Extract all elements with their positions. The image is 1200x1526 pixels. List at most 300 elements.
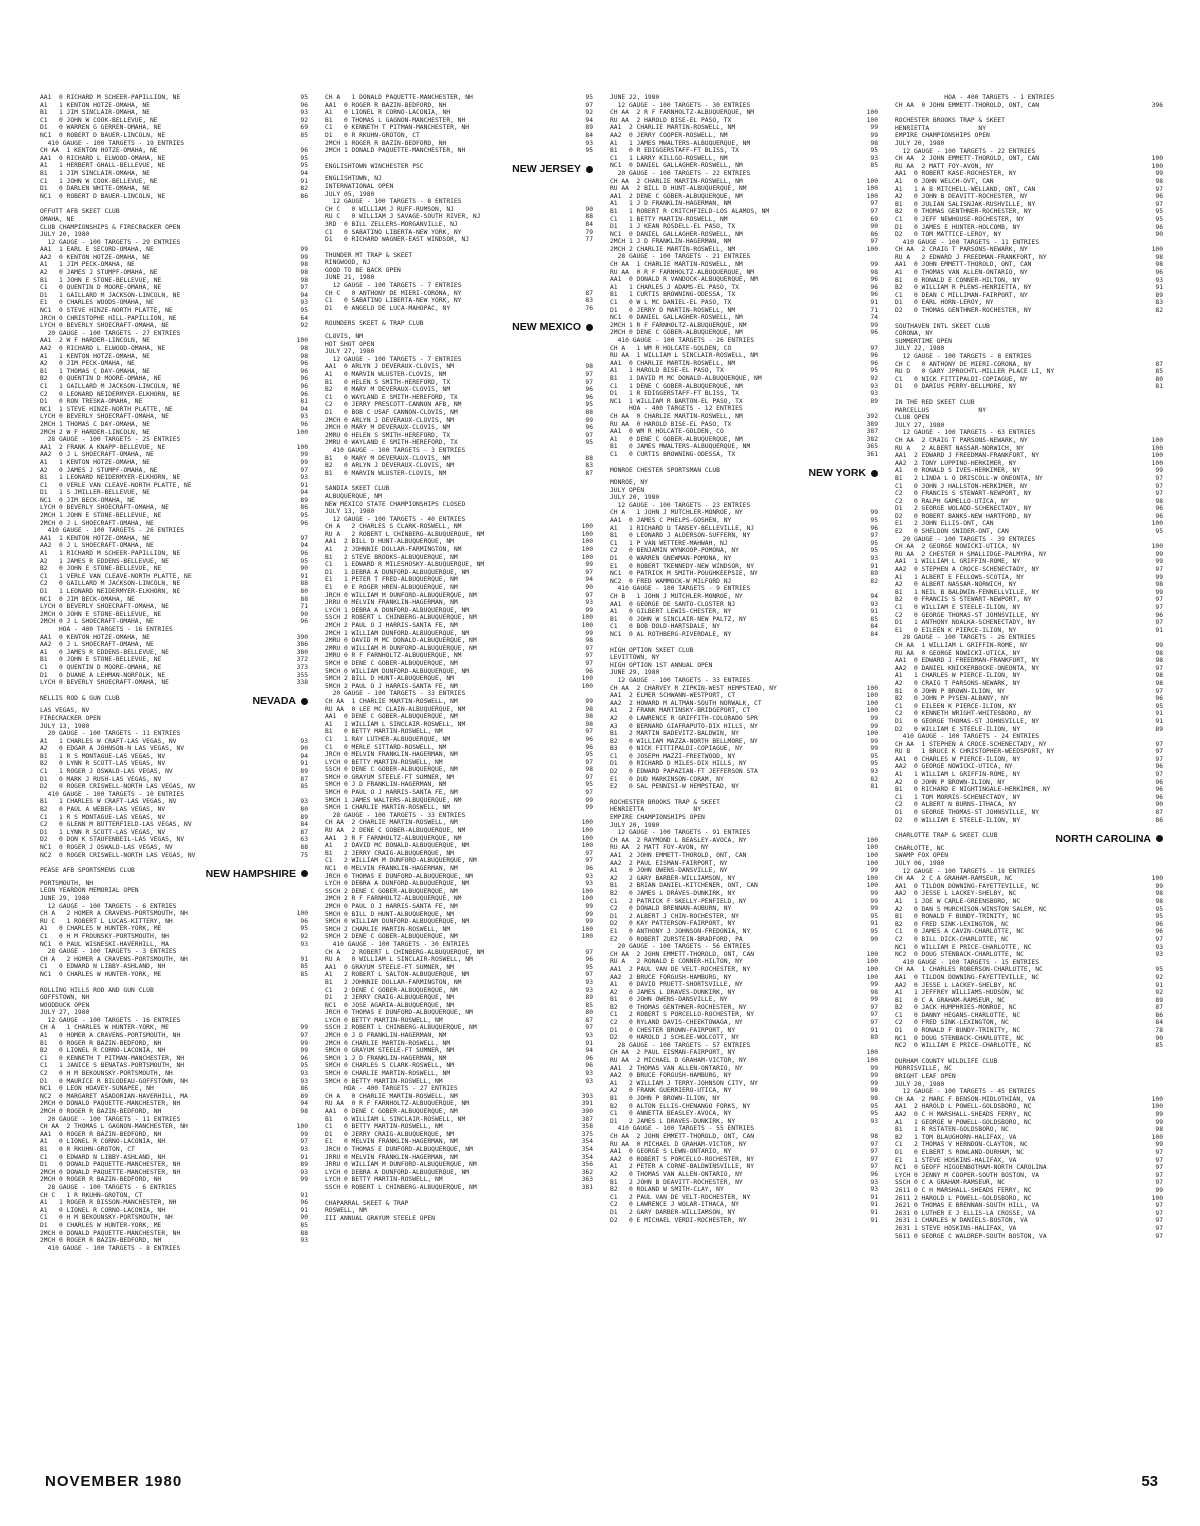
score: 69 — [300, 124, 308, 132]
score: 99 — [1155, 573, 1163, 581]
shooter-entry: C2 0 BENJAMIN WYNKOOP-POMONA, NY — [610, 547, 739, 555]
result-row — [40, 679, 308, 687]
shooter-entry: D1 1 GAILLARD M JACKSON-LINCOLN, NE — [40, 291, 181, 299]
shooter-entry: AA1 2 R F FARNHOLTZ-ALBUQUERQUE, NM — [325, 834, 462, 842]
score: 338 — [296, 679, 308, 687]
result-row — [610, 608, 878, 616]
shooter-entry: B1 1 R S MONTAGUE-LAS VEGAS, NV — [40, 752, 166, 760]
result-row — [40, 459, 308, 467]
shooter-entry: CH AA 0 JOHN EMMETT-THOROLD, ONT, CAN — [895, 101, 1040, 109]
score: 98 — [1155, 679, 1163, 687]
result-row — [325, 926, 593, 934]
result-row — [895, 148, 1163, 156]
score: 98 — [1155, 253, 1163, 261]
result-row — [325, 1085, 593, 1093]
score: 85 — [1155, 368, 1163, 376]
result-row — [610, 1042, 878, 1050]
score — [1137, 1081, 1163, 1089]
result-row — [895, 997, 1163, 1005]
shooter-entry: SSCH 0 ROBERT L CHINBERG-ALBUQUERQUE, NM — [325, 1183, 477, 1191]
score — [282, 1009, 308, 1017]
result-row — [325, 305, 593, 313]
result-row — [895, 1088, 1163, 1096]
club-results-block — [325, 252, 593, 313]
shooter-entry: CH AA 2 GEORGE NOWICKI-UTICA, NY — [895, 543, 1021, 551]
score: 100 — [866, 844, 878, 852]
score — [852, 677, 878, 685]
score: 97 — [1155, 200, 1163, 208]
score: 99 — [300, 451, 308, 459]
result-row — [325, 933, 593, 941]
result-row — [610, 844, 878, 852]
result-row — [610, 822, 878, 830]
results-column-4 — [895, 94, 1163, 1240]
score: 95 — [585, 439, 593, 447]
shooter-entry: C1 0 JOHN W COOK-BELLEVUE, NE — [40, 116, 158, 124]
club-results-block — [325, 163, 593, 244]
shooter-entry: A1 0 LIONEL R CORNO-LACONIA, NH — [40, 1138, 166, 1146]
score: 91 — [870, 299, 878, 307]
shooter-entry: 5MCH 1 JAMES WALTERS-ALBUQUERQUE, NM — [325, 796, 462, 804]
shooter-entry: AA1 2 JOHN EMMETT-THOROLD, ONT, CAN — [610, 852, 747, 859]
shooter-entry: 5611 0 GEORGE C WALDREP-SOUTH BOSTON, VA — [895, 1232, 1047, 1240]
result-row — [325, 501, 593, 509]
shooter-entry: 28 GAUGE - 100 TARGETS - 6 ENTRIES — [40, 1183, 177, 1191]
score — [1137, 239, 1163, 247]
result-row — [610, 981, 878, 989]
shooter-entry: A1 1 RICHARD U TANSEY-BELLEVILLE, NJ — [610, 524, 755, 532]
score: 80 — [585, 1009, 593, 1017]
score: 93 — [585, 1070, 593, 1078]
result-row — [895, 269, 1163, 277]
shooter-entry: 12 GAUGE - 100 TARGETS - 8 ENTRIES — [325, 198, 462, 206]
result-row — [40, 261, 308, 269]
score: 100 — [1151, 1095, 1163, 1103]
shooter-entry: CH AA 0 CHARLIE MARTIN-ROSWELL, NM — [610, 412, 743, 420]
shooter-entry: 20 GAUGE - 100 TARGETS - 27 ENTRIES — [40, 329, 181, 337]
result-row — [40, 956, 308, 964]
result-row — [325, 198, 593, 206]
result-row — [895, 216, 1163, 224]
shooter-entry: A1 2 DAVID MC DONALD-ALBUQUERQUE, NM — [325, 842, 470, 850]
shooter-entry: A2 0 JOHN P BROWN-ILION, NY — [895, 778, 1005, 786]
shooter-entry: B1 2 JERRY CRAIG-ALBUQUERQUE, NM — [325, 849, 454, 857]
shooter-entry: A2 0 JAMES L DRAVES-DUNKIRK, NY — [610, 988, 736, 996]
result-row — [610, 760, 878, 768]
shooter-entry: GOFFSTOWN, NH — [40, 994, 90, 1002]
result-row — [610, 223, 878, 231]
shooter-entry: AA1 0 DONALD R VANDOCK-ALBUQUERQUE, NM — [610, 276, 758, 284]
shooter-entry: RU AA 0 HAROLD BISE-EL PASO, TX — [610, 420, 732, 428]
club-results-block — [610, 799, 878, 1224]
result-row — [895, 460, 1163, 468]
shooter-entry: 2MCH 0 J L SHOECRAFT-OMAHA, NE — [40, 519, 154, 527]
shooter-entry: AA1 1 EARL E SECORD-OMAHA, NE — [40, 246, 154, 254]
score: 98 — [870, 268, 878, 276]
score: 91 — [300, 955, 308, 963]
shooter-entry: NC2 0 MARGARET ASADORIAN-HAVERHILL, MA — [40, 1092, 188, 1100]
score: 100 — [866, 973, 878, 981]
shooter-entry: C2 0 KENNETH WRIGHT-WHITESBORO, NY — [895, 710, 1032, 718]
shooter-entry: B1 2 JOHN B DEAVITT-ROCHESTER, NY — [610, 1178, 743, 1186]
result-row — [895, 483, 1163, 491]
score: 100 — [296, 428, 308, 436]
score: 96 — [1155, 223, 1163, 231]
shooter-entry: 12 GAUGE - 100 TARGETS - 33 ENTRIES — [610, 676, 751, 684]
result-row — [610, 102, 878, 110]
result-row — [40, 1085, 308, 1093]
shooter-entry: A1 1 CHARLES J ADAMS-EL PASO, TX — [610, 283, 739, 291]
score — [1137, 140, 1163, 148]
score: 99 — [870, 996, 878, 1004]
score: 74 — [870, 314, 878, 322]
result-row — [610, 337, 878, 345]
shooter-entry: NC1 0 DANIEL GALLAGHER-ROSWELL, NM — [610, 230, 743, 238]
score: 98 — [1155, 649, 1163, 657]
result-row — [895, 1233, 1163, 1241]
result-row — [325, 147, 593, 155]
result-row — [40, 1176, 308, 1184]
score — [567, 941, 593, 949]
result-row — [610, 1141, 878, 1149]
score: 79 — [585, 228, 593, 236]
score: 99 — [870, 714, 878, 722]
shooter-entry: LYCH 0 DEBRA A DUNFORD-ALBUQUERQUE, NM — [325, 1168, 470, 1176]
score: 97 — [870, 200, 878, 208]
shooter-entry: D1 0 DARIUS PERRY-BELLMORE, NY — [895, 383, 1017, 391]
shooter-entry: NC1 0 DANIEL GALLAGHER-ROSWELL, NM — [610, 314, 743, 322]
result-row — [325, 614, 593, 622]
result-row — [895, 1195, 1163, 1203]
result-row — [40, 520, 308, 528]
result-row — [610, 517, 878, 525]
score: 96 — [585, 424, 593, 432]
result-row — [325, 401, 593, 409]
result-row — [40, 1199, 308, 1207]
result-row — [325, 409, 593, 417]
result-row — [325, 819, 593, 827]
result-row — [895, 657, 1163, 665]
shooter-entry: A1 0 LIONEL R CORNO-LACONIA, NH — [40, 1206, 166, 1214]
result-row — [895, 680, 1163, 688]
shooter-entry: 12 GAUGE - 100 TARGETS - 45 ENTRIES — [895, 1088, 1036, 1096]
score: 91 — [870, 608, 878, 616]
score: 362 — [581, 1168, 593, 1176]
shooter-entry: 2MCH 0 ROGER R BAZIN-BEDFORD, NH — [40, 1108, 162, 1115]
score: 97 — [1155, 1171, 1163, 1179]
score: 91 — [300, 760, 308, 768]
shooter-entry: 20 GAUGE - 100 TARGETS - 39 ENTRIES — [895, 535, 1036, 543]
shooter-entry: HOA - 400 TARGETS - 27 ENTRIES — [325, 1085, 458, 1093]
result-row — [610, 563, 878, 571]
shooter-entry: 410 GAUGE - 100 TARGETS - 19 ENTRIES — [40, 139, 185, 147]
shooter-entry: B2 0 QUENTIN D MOORE-OMAHA, NE — [40, 375, 162, 383]
shooter-entry: C1 0 ANNETTA BEASLEY-AVOCA, NY — [610, 1110, 732, 1118]
shooter-entry: ENGLISHTOWN, NJ — [325, 175, 382, 183]
score: 97 — [585, 371, 593, 378]
score: 93 — [870, 600, 878, 608]
score: 99 — [870, 261, 878, 269]
score: 93 — [870, 1178, 878, 1186]
club-results-block — [40, 695, 308, 859]
score: 96 — [300, 101, 308, 109]
score: 94 — [870, 593, 878, 600]
score: 82 — [870, 577, 878, 585]
score: 99 — [870, 509, 878, 517]
shooter-entry: C1 0 SABATINO LIBERTA-NEW YORK, NY — [325, 297, 462, 305]
score: 85 — [300, 970, 308, 978]
shooter-entry: A1 2 WILLIAM J TERRY-JOHNSON CITY, NY — [610, 1079, 758, 1087]
score: 90 — [300, 1214, 308, 1222]
result-row — [40, 715, 308, 723]
club-results-block — [895, 832, 1163, 1050]
result-row — [610, 436, 878, 444]
result-row — [40, 550, 308, 558]
result-row — [40, 474, 308, 482]
shooter-entry: AA2 0 J L SHOECRAFT-OMAHA, NE — [40, 542, 154, 550]
result-row — [325, 1100, 593, 1108]
score: 99 — [585, 629, 593, 637]
shooter-entry: 2MCH 1 WILLIAM DUNFORD-ALBUQUERQUE, NM — [325, 629, 470, 637]
score — [282, 948, 308, 956]
score: 97 — [870, 1011, 878, 1019]
bullet-icon — [871, 470, 878, 477]
score: 82 — [300, 185, 308, 193]
shooter-entry: JULY OPEN — [610, 486, 645, 494]
score: 96 — [1155, 269, 1163, 277]
result-row — [610, 405, 878, 413]
result-row — [610, 246, 878, 254]
score — [1137, 429, 1163, 437]
shooter-entry: PORTSMOUTH, NH — [40, 879, 94, 887]
shooter-entry: A2 0 JIM PECK-OMAHA, NE — [40, 360, 135, 368]
score: 75 — [300, 851, 308, 859]
shooter-entry: 410 GAUGE - 100 TARGETS - 55 ENTRIES — [610, 1125, 755, 1133]
score: 98 — [1155, 657, 1163, 665]
result-row — [610, 1118, 878, 1126]
shooter-entry: 410 GAUGE - 100 TARGETS - 3 ENTRIES — [325, 446, 466, 454]
shooter-entry: B1 0 JOHN P BROWN-ILION, NY — [895, 687, 1005, 695]
result-row — [610, 1194, 878, 1202]
shooter-entry: LYCH 0 BETTY MARTIN-ROSWELL, NM — [325, 1016, 443, 1024]
result-row — [40, 208, 308, 216]
result-row — [325, 386, 593, 394]
score: 97 — [1155, 1224, 1163, 1232]
score — [567, 690, 593, 698]
result-row — [40, 963, 308, 971]
result-row — [895, 959, 1163, 967]
score: 100 — [866, 730, 878, 738]
shooter-entry: AA1 0 CHARLIE MARTIN-ROSWELL, NM — [610, 359, 736, 367]
shooter-entry: D1 0 JERRY D MARTIN-ROSWELL, NM — [610, 306, 736, 314]
shooter-entry: C2 0 GAILLARD M JACKSON-LINCOLN, NE — [40, 580, 181, 588]
score: 99 — [585, 416, 593, 424]
result-row — [895, 1004, 1163, 1012]
score: 373 — [296, 663, 308, 671]
result-row — [40, 269, 308, 277]
result-row — [40, 375, 308, 383]
score: 97 — [585, 568, 593, 576]
shooter-entry: B2 0 WILLIAM R PLEWS-HENRIETTA, NY — [895, 284, 1032, 292]
score: 100 — [1151, 1103, 1163, 1111]
shooter-entry: A1 1 JAMES MWALTERS-ALBUQUERQUE, NM — [610, 139, 751, 147]
score: 77 — [585, 236, 593, 244]
shooter-entry: C1 0 H M FROUNSKY-PORTSMOUTH, NH — [40, 932, 169, 940]
result-row — [325, 736, 593, 744]
score: 95 — [585, 147, 593, 155]
shooter-entry: 5MCH 2 PAUL O J HARRIS-SANTA FE, NM — [325, 682, 458, 690]
score: 80 — [300, 588, 308, 595]
score: 99 — [585, 697, 593, 705]
shooter-entry: D2 0 WILLIAM E STEELE-ILION, NY — [895, 725, 1021, 733]
shooter-entry: ROCHESTER BROOKS TRAP & SKEET — [895, 117, 1005, 125]
shooter-entry: JRRU 0 MELVIN FRANKLIN-HAGERMAN, NM — [325, 1153, 458, 1161]
score — [567, 341, 593, 349]
result-row — [325, 1200, 593, 1208]
shooter-entry: 410 GAUGE - 100 TARGETS - 30 ENTRIES — [325, 940, 470, 948]
shooter-entry: A1 1 GEORGE W POWELL-GOLDSBORO, NC — [895, 1118, 1032, 1126]
shooter-entry: 2MRU 0 HELEN S SMITH-HEREFORD, TX — [325, 431, 451, 439]
shooter-entry: C1 0 BOB DOLD-HARTSDALE, NY — [610, 623, 720, 631]
score: 99 — [300, 1130, 308, 1138]
result-row — [895, 1187, 1163, 1195]
shooter-entry: CH A 1 CHARLES W HUNTER-YORK, ME — [40, 1024, 169, 1032]
score: 87 — [1155, 1004, 1163, 1012]
shooter-entry: C1 2 WILLIAM M DUNFORD-ALBUQUERQUE, NM — [325, 857, 477, 865]
result-row — [610, 1057, 878, 1065]
score: 83 — [585, 462, 593, 470]
bullet-icon — [1156, 835, 1163, 842]
score: 95 — [585, 751, 593, 759]
shooter-entry: HOT SHOT OPEN — [325, 340, 375, 348]
score: 92 — [1155, 989, 1163, 997]
shooter-entry: 410 GAUGE - 100 TARGETS - 8 ENTRIES — [40, 1244, 181, 1252]
shooter-entry: NC1 0 JOSE AGARIA-ALBUQUERQUE, NM — [325, 1001, 454, 1009]
result-row — [325, 888, 593, 896]
score: 96 — [300, 382, 308, 390]
shooter-entry: 28 GAUGE - 100 TARGETS - 26 ENTRIES — [895, 634, 1036, 642]
shooter-entry: NC1 0 ROBERT D BAUER-LINCOLN, NE — [40, 192, 166, 200]
score: 97 — [870, 344, 878, 352]
result-row — [895, 338, 1163, 346]
result-row — [325, 1078, 593, 1086]
result-row — [40, 170, 308, 178]
result-row — [325, 1093, 593, 1101]
shooter-entry: A1 0 MARVIN WLUSTER-CLOVIS, NM — [325, 371, 447, 378]
score: 99 — [870, 981, 878, 989]
score: 99 — [300, 253, 308, 261]
shooter-entry: JUNE 22, 1980 — [610, 94, 660, 101]
score: 99 — [585, 910, 593, 918]
score: 100 — [1151, 459, 1163, 467]
shooter-entry: B2 0 THOMAS GENTHNER-ROCHESTER, NY — [895, 208, 1032, 216]
shooter-entry: A1 2 JOHNNIE DOLLAR-FARMINGTON, NM — [325, 546, 462, 554]
score: 97 — [870, 1019, 878, 1027]
shooter-entry: 5MCH 0 GRAYUM STEELE-FT SUMNER, NM — [325, 773, 454, 781]
result-row — [325, 132, 593, 140]
result-row — [40, 504, 308, 512]
shooter-entry: D1 0 WARREN GNEWMAN-POMONA, NY — [610, 555, 732, 563]
result-row — [325, 523, 593, 531]
shooter-entry: IN THE RED SKEET CLUB — [895, 398, 975, 406]
shooter-entry: C1 0 DANNY HEGANS-CHARLOTTE, NC — [895, 1011, 1021, 1019]
shooter-entry: B1 0 MARY M DEVERAUX-CLOVIS, NM — [325, 454, 451, 462]
score: 95 — [300, 162, 308, 170]
score: 97 — [1155, 474, 1163, 482]
shooter-entry: A1 0 DENE C GOBER-ALBUQUERQUE, NM — [610, 435, 743, 443]
score: 93 — [870, 555, 878, 563]
shooter-entry: 12 GAUGE - 100 TARGETS - 18 ENTRIES — [895, 867, 1036, 875]
score: 365 — [866, 443, 878, 451]
result-row — [895, 951, 1163, 959]
shooter-entry: CLUB CHAMPIONSHIPS & FIRECRACKER OPEN — [40, 223, 181, 231]
score: 80 — [300, 806, 308, 814]
result-row — [325, 1062, 593, 1070]
result-row — [40, 284, 308, 292]
shooter-entry: RU AA 0 R F FARNHOLTZ-ALBUQUERQUE, NM — [610, 268, 755, 276]
result-row — [895, 794, 1163, 802]
shooter-entry: D2 0 DON K STAUFENBEIL-LAS VEGAS, NV — [40, 836, 185, 844]
result-row — [610, 208, 878, 216]
shooter-entry: E1 0 MELVIN FRANKLIN-HAGERMAN, NM — [325, 1138, 458, 1146]
score — [852, 822, 878, 830]
score: 390 — [296, 633, 308, 641]
score: 99 — [300, 1024, 308, 1032]
score: 100 — [1151, 875, 1163, 883]
result-row — [40, 1040, 308, 1048]
score: 99 — [1155, 882, 1163, 890]
score: 97 — [1155, 748, 1163, 756]
shooter-entry: D2 0 E MICHAEL VERDI-ROCHESTER, NY — [610, 1216, 747, 1224]
shooter-entry: AA1 2 HAROLD L POWELL-GOLDSBORO, NC — [895, 1103, 1032, 1111]
score: 88 — [300, 1229, 308, 1237]
score: 96 — [870, 276, 878, 284]
result-row — [325, 236, 593, 244]
result-row — [40, 1192, 308, 1200]
result-row — [610, 700, 878, 708]
result-row — [610, 1163, 878, 1171]
result-row — [610, 261, 878, 269]
result-row — [325, 1002, 593, 1010]
shooter-entry: D1 0 WARREN G GERREN-OMAHA, NE — [40, 124, 162, 132]
result-row — [325, 1024, 593, 1032]
results-column-1 — [40, 94, 308, 1252]
shooter-entry: C2 0 FRED SINK-LEXINGTON, NC — [895, 1019, 1009, 1027]
score: 97 — [585, 857, 593, 865]
result-row — [895, 604, 1163, 612]
result-row — [325, 531, 593, 539]
score: 100 — [581, 675, 593, 683]
score: 100 — [296, 337, 308, 345]
result-row — [610, 829, 878, 837]
shooter-entry: AA1 0 JOHN EMMETT-THOROLD, ONT, CAN — [895, 261, 1032, 269]
shooter-entry: EMPIRE CHAMPIONSHIPS OPEN — [610, 814, 705, 822]
result-row — [40, 1123, 308, 1131]
result-row — [610, 677, 878, 685]
score: 99 — [585, 918, 593, 926]
result-row — [610, 291, 878, 299]
shooter-entry: D1 0 RICHARD WAGNER-EAST WINDSOR, NJ — [325, 236, 470, 244]
result-row — [895, 307, 1163, 315]
result-row — [325, 781, 593, 789]
result-row — [895, 437, 1163, 445]
shooter-entry: D1 1 LEONARD NEIDERMYER-ELKHORN, NE — [40, 588, 181, 595]
result-row — [610, 1133, 878, 1141]
result-row — [895, 490, 1163, 498]
result-row — [895, 536, 1163, 544]
score — [852, 479, 878, 487]
shooter-entry: CH AA 2 CRAIG T PARSONS-NEWARK, NY — [895, 436, 1028, 444]
